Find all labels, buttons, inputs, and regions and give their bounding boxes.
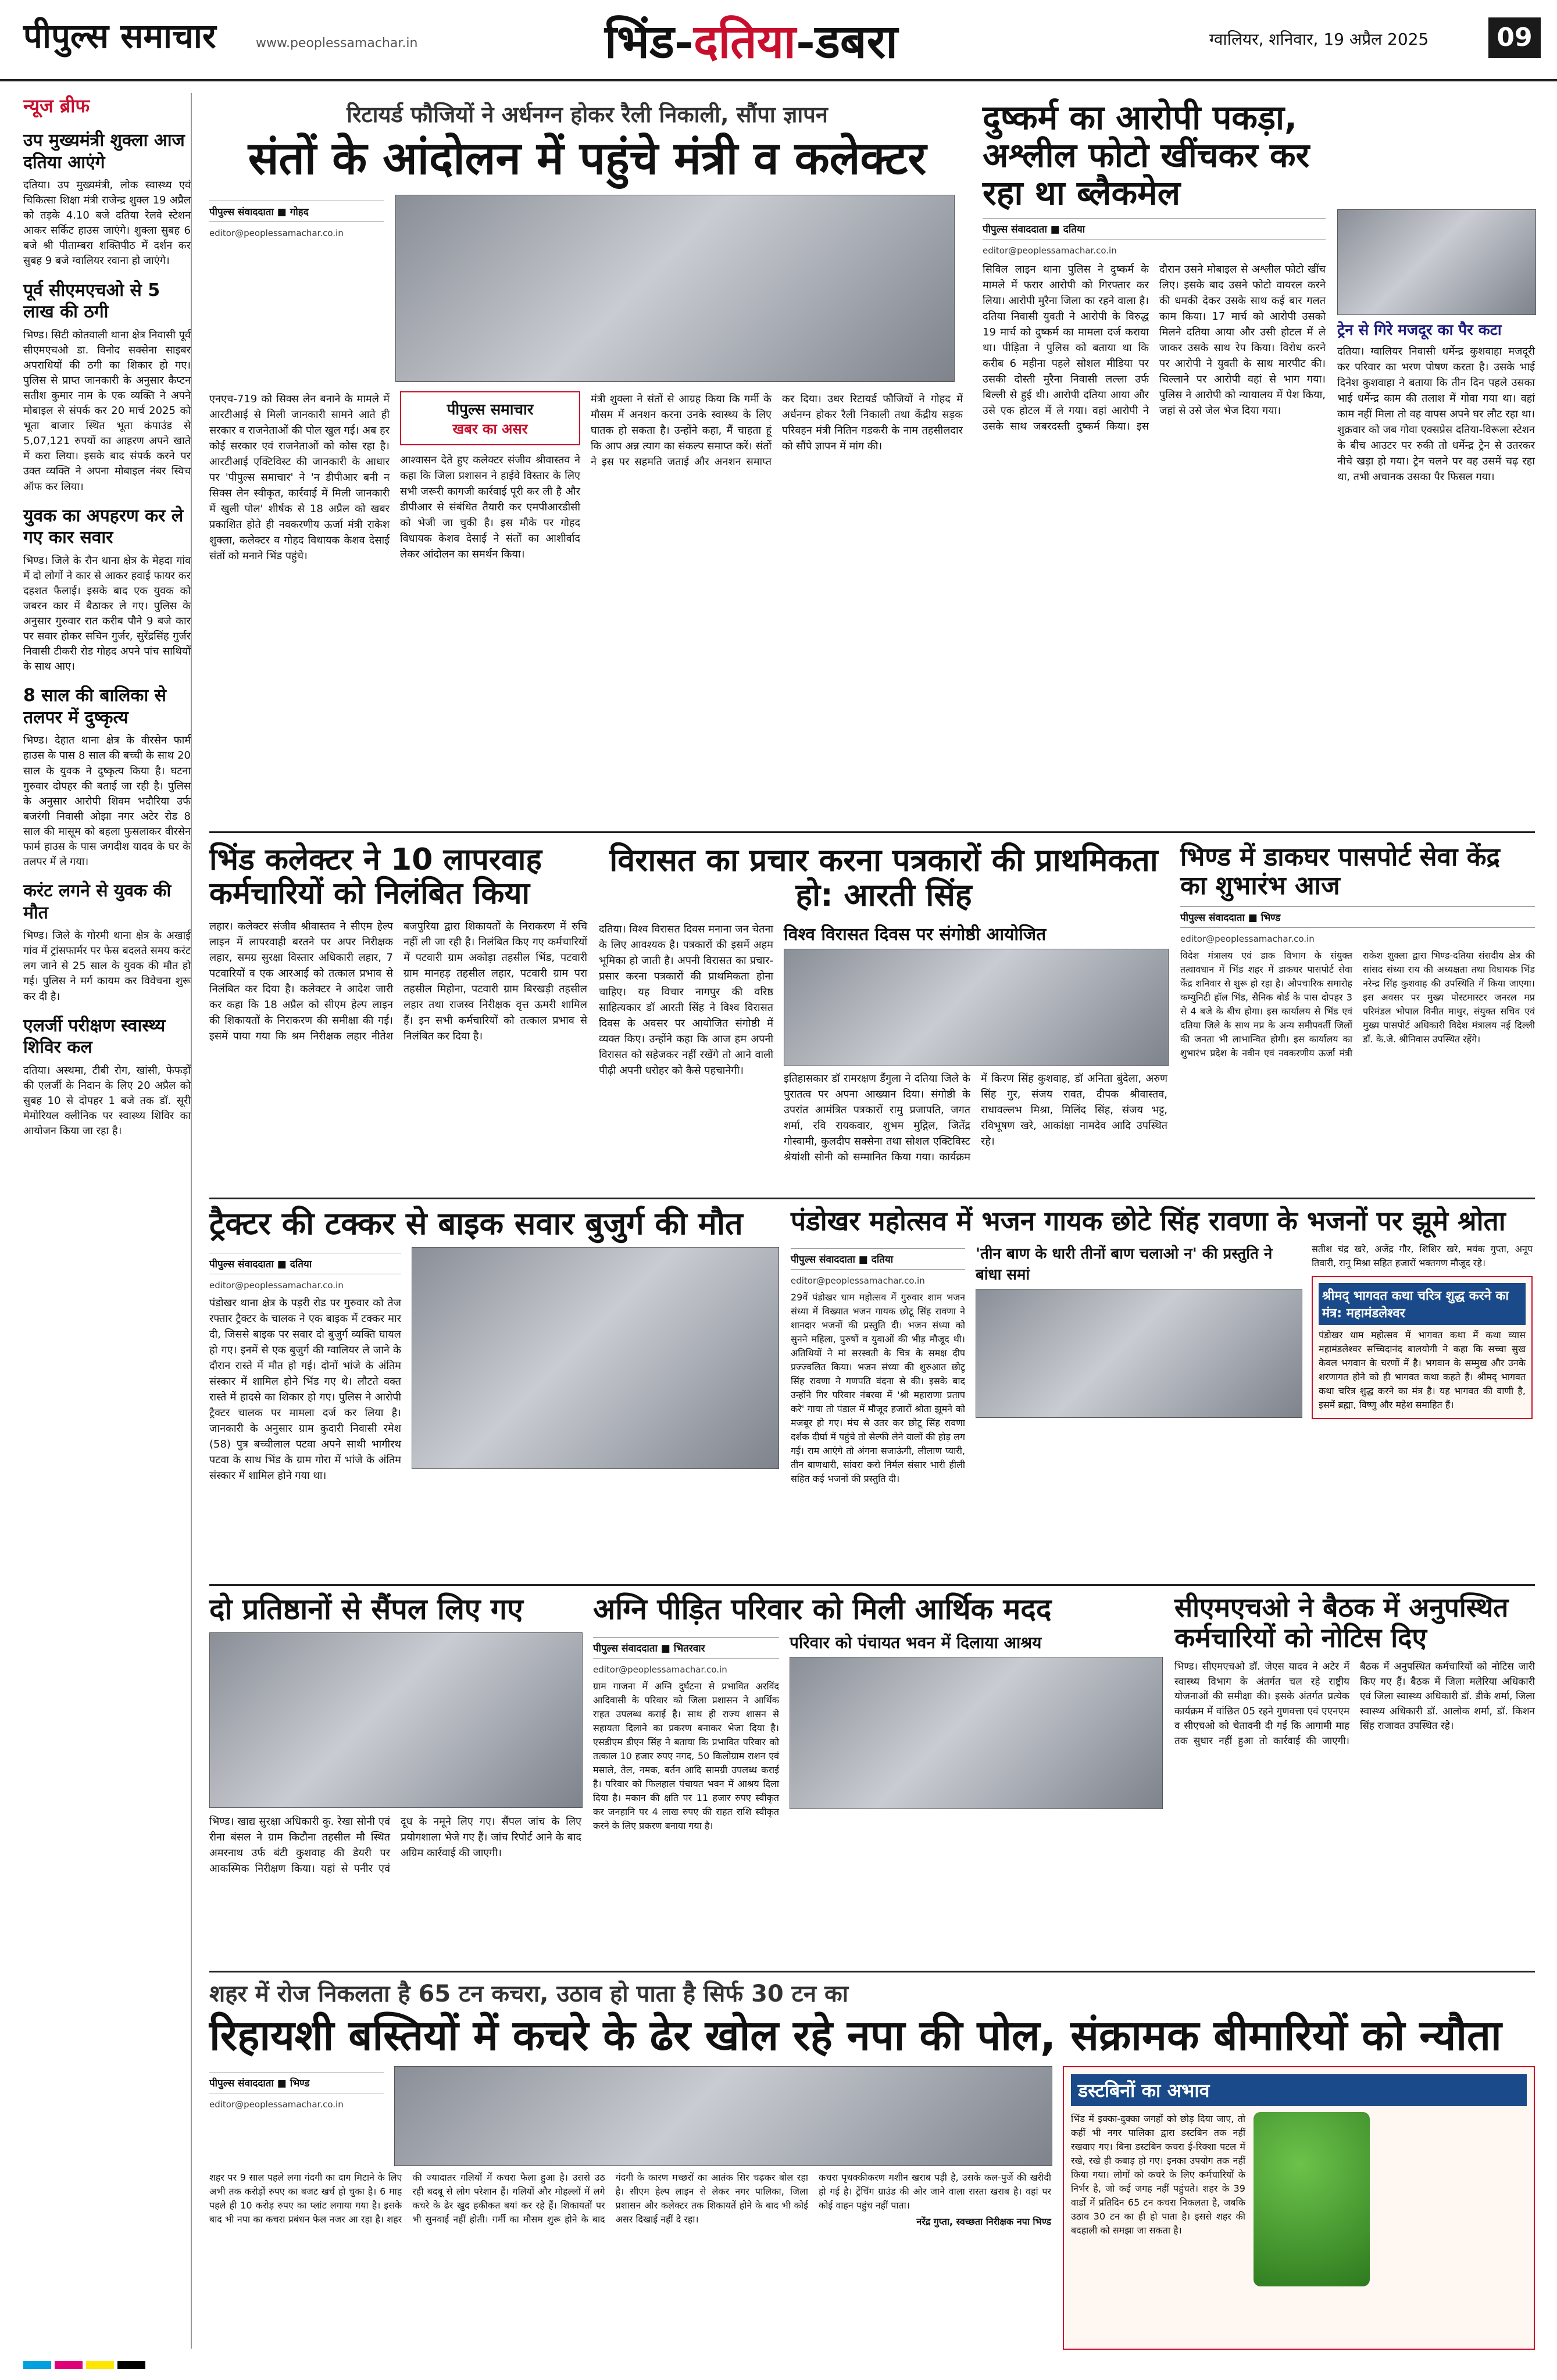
story-kicker: रिटायर्ड फौजियों ने अर्धनग्न होकर रैली निकाली, सौंपा ज्ञापन — [347, 102, 828, 127]
byline-email[interactable]: editor@peoplessamachar.co.in — [209, 2099, 344, 2110]
story-saints-protest — [209, 99, 965, 826]
stamp-tag: खबर का असर — [452, 421, 528, 438]
official-quote: कचरा पृथक्कीकरण मशीन खराब पड़ी है, उसके कल-पुर्जे की खरीदी हो गई है। ट्रेंचिंग ग्राउंड की ओर जाने वाला रास्ता खराब है। वहां पर कोई वाहन पहुंच नहीं पाता। — [819, 2171, 1051, 2211]
byline-email[interactable]: editor@peoplessamachar.co.in — [791, 1275, 925, 1286]
dustbin-icon — [1254, 2112, 1370, 2286]
photo-garbage-street — [394, 2066, 1052, 2166]
story-body: लहार। कलेक्टर संजीव श्रीवास्तव ने सीएम हेल्प लाइन में लापरवाही बरतने पर अपर निरीक्षक लहार, समग्र सुरक्षा विस्तार अधिकारी लहार, 7 पटवारियों व एक आरआई को तत्काल प्रभाव से निलंबित कर दिया है। कलेक्टर ने आदेश जारी कर कहा कि 18 अप्रैल को सीएम हेल्प लाइन की शिकायतों के निराकरण की समीक्षा की गई। इसमें पाया गया कि श्रम निरीक्षक लहार नीतेश बजपुरिया द्वारा शिकायतों के निराकरण में रुचि नहीं ली जा रही है। निलंबित किए गए कर्मचारियों में पटवारी ग्राम अकोड़ा तहसील भिंड, पटवारी ग्राम मानहड़ तहसील लहार, पटवारी ग्राम परा तहसील मिहोना, पटवारी ग्राम बिरखड़ी तहसील लहार तथा राजस्व निरीक्षक वृत्त ऊमरी शामिल हैं। इन सभी कर्मचारियों को तत्काल प्रभाव से निलंबित कर दिया है। — [209, 920, 587, 1043]
photo-heritage-seminar — [784, 949, 1169, 1066]
story-headline: रिहायशी बस्तियों में कचरे के ढेर खोल रहे नपा की पोल, संक्रामक बीमारियों को न्यौता — [209, 2011, 1502, 2060]
story-cmho-notice — [1174, 1593, 1535, 1965]
story-food-samples — [209, 1593, 581, 1965]
byline: पीपुल्स संवाददाता ■ भितरवार — [593, 1637, 779, 1659]
brief-text: भिण्ड। देहात थाना क्षेत्र के वीरसेन फार्म हाउस के पास 8 साल की बच्ची के साथ 20 साल के युवक ने दुष्कृत्य किया है। घटना गुरुवार दोपहर की बताई जा रही है। पुलिस के अनुसार आरोपी शिवम भदौरिया उर्फ बजरंगी निवासी ओझा नगर अटेर रोड 8 साल की मासूम को बहला फुसलाकर वीरसेन फार्म हाउस के पास जगदीश यादव के घर के तलपर में ले गया। — [23, 734, 191, 869]
brief-title: उप मुख्यमंत्री शुक्ला आज दतिया आएंगे — [23, 130, 185, 173]
story-body: विदेश मंत्रालय एवं डाक विभाग के संयुक्त तत्वावधान में भिंड शहर में डाकघर पासपोर्ट सेवा केंद्र शनिवार से शुरू हो रहा है। औपचारिक समारोह कम्युनिटी हॉल भिंड, सैनिक बोर्ड के पास दोपहर 3 से 4 बजे के बीच होगा। इस कार्यालय से भिंड एवं दतिया जिले के साथ मप्र के अन्य समीपवर्ती जिलों की जनता भी लाभान्वित होगी। इस कार्यालय का शुभारंभ प्रदेश के नवीन एवं नवकरणीय ऊर्जा मंत्री राकेश शुक्ला द्वारा भिण्ड-दतिया संसदीय क्षेत्र की सांसद संध्या राय की अध्यक्षता तथा विधायक भिंड नरेन्द्र सिंह कुशवाह की उपस्थिति में किया जाएगा। इस अवसर पर मुख्य पोस्टमास्टर जनरल मप्र परिमंडल भोपाल विनीत माथुर, संयुक्त सचिव एवं मुख्य पासपोर्ट अधिकारी विदेश मंत्रालय नई दिल्ली डॉ. के.जे. श्रीनिवास उपस्थित रहेंगे। — [1180, 949, 1535, 1059]
byline-email[interactable]: editor@peoplessamachar.co.in — [209, 228, 344, 239]
story-headline: अग्नि पीड़ित परिवार को मिली आर्थिक मदद — [593, 1592, 1052, 1626]
brief-item — [23, 1015, 191, 1139]
section-title: भिंड-दतिया-डबरा — [605, 14, 898, 69]
color-registration-bar — [23, 2360, 372, 2372]
byline-email[interactable]: editor@peoplessamachar.co.in — [593, 1664, 727, 1675]
stamp-brand: पीपुल्स समाचार — [447, 401, 534, 419]
box-title: श्रीमद् भागवत कथा चरित्र शुद्ध करने का मंत्र: महामंडलेश्वर — [1319, 1283, 1526, 1325]
byline: पीपुल्स संवाददाता ■ गोहद — [209, 201, 384, 222]
story-fire-victims — [593, 1593, 1163, 1965]
brief-item — [23, 880, 191, 1004]
brief-title: करंट लगने से युवक की मौत — [23, 881, 172, 923]
story-headline: दुष्कर्म का आरोपी पकड़ा, अश्लील फोटो खींचकर कर रहा था ब्लैकमेल — [983, 98, 1310, 213]
byline-email[interactable]: editor@peoplessamachar.co.in — [1180, 933, 1315, 944]
brief-text: भिण्ड। जिले के गोरमी थाना क्षेत्र के अखाई गांव में ट्रांसफार्मर पर फेस बदलते समय करंट लग जाने से 25 साल के युवक की मौत हो गई। पुलिस ने मर्ग कायम कर विवेचना शुरू कर दी है। — [23, 930, 191, 1003]
brief-title: एलर्जी परीक्षण स्वास्थ्य शिविर कल — [23, 1015, 166, 1058]
quote-attribution: नरेंद्र गुप्ता, स्वच्छता निरीक्षक नपा भिण्ड — [916, 2215, 1051, 2227]
dustbin-shortage-box — [1063, 2066, 1535, 2350]
story-headline: सीएमएचओ ने बैठक में अनुपस्थित कर्मचारियों को नोटिस दिए — [1174, 1592, 1509, 1653]
story-body: भिण्ड। सीएमएचओ डॉ. जेएस यादव ने अटेर में स्वास्थ्य विभाग के अंतर्गत चल रहे राष्ट्रीय योजनाओं की समीक्षा की। इसके अंतर्गत प्रत्येक कार्यक्रम में वांछित 05 रहने गुणवत्ता एवं एएनएम व सीएचओ को चेतावनी दी गई कि आगामी माह तक सुधार नहीं हुआ तो कार्रवाई की जाएगी। बैठक में अनुपस्थित कर्मचारियों को नोटिस जारी किए गए हैं। बैठक में जिला मलेरिया अधिकारी एवं जिला स्वास्थ्य अधिकारी डॉ. डीके शर्मा, जिला स्वास्थ्य अधिकारी डॉ. आलोक शर्मा, डॉ. किशन सिंह राजावत उपस्थित रहे। — [1174, 1661, 1535, 1747]
brief-text: दतिया। अस्थमा, टीबी रोग, खांसी, फेफड़ों की एलर्जी के निदान के लिए 20 अप्रैल को सुबह 10 से दोपहर 1 बजे तक डॉ. सूरी मेमोरियल क्लीनिक पर स्वास्थ्य शिविर का आयोजन किया जा रहा है। — [23, 1064, 191, 1138]
photo-train-accident — [1337, 209, 1536, 315]
byline: पीपुल्स संवाददाता ■ दतिया — [209, 1253, 401, 1274]
story-headline: विरासत का प्रचार करना पत्रकारों की प्राथमिकता हो: आरती सिंह — [609, 842, 1158, 914]
newspaper-logo: पीपुल्स समाचार — [23, 16, 216, 56]
byline: पीपुल्स संवाददाता ■ भिण्ड — [209, 2072, 384, 2093]
photo-saints-minister — [395, 195, 955, 382]
box-text: भिंड में इक्का-दुक्का जगहों को छोड़ दिया जाए, तो कहीं भी नगर पालिका द्वारा डस्टबिन तक नहीं रखवाए गए। बिना डस्टबिन कचरा ई-रिक्शा पटल में रखे, रखे ही कबाड़ हो गए। इनका उपयोग तक नहीं किया गया। लोगों को कचरे के लिए कर्मचारियों के निर्भर है, जो कई जगह नहीं पहुंचते। शहर के 39 वार्डों में प्रतिदिन 65 टन कचरा निकलता है, जबकि उठाव 30 टन का ही हो पाता है। इससे शहर की बदहाली को समझा जा सकता है। — [1071, 2113, 1245, 2236]
brief-text: भिण्ड। सिटी कोतवाली थाना क्षेत्र निवासी पूर्व सीएमएचओ डा. विनोद सक्सेना साइबर अपराधियों की ठगी का शिकार हो गए। पुलिस से प्राप्त जानकारी के अनुसार कैप्टन सतीश कुमार नाम के एक व्यक्ति ने अपने मोबाइल से संपर्क कर 20 मार्च 2025 को भूता बाजार स्थित भूता कंपाउंड से 5,07,121 रुपयों का आहरण अपने खाते में करा लिया। इसके बाद संपर्क करने पर उक्त व्यक्ति ने अपना मोबाइल नंबर स्विच ऑफ कर लिया। — [23, 328, 191, 493]
byline: पीपुल्स संवाददाता ■ दतिया — [983, 218, 1326, 240]
brief-text: भिण्ड। जिले के रौन थाना क्षेत्र के मेहदा गांव में दो लोगों ने कार से आकर हवाई फायर कर दहशत फैलाई। इसके बाद एक युवक को जबरन कार में बैठाकर ले गए। पुलिस के अनुसार गुरुवार रात करीब पौने 9 बजे कार पर सवार होकर सचिन गुर्जर, सुरेंद्रसिंह गुर्जर निवासी टीकरी रोड गोहद अपने पांच साथियों के साथ आए। — [23, 554, 191, 673]
byline: पीपुल्स संवाददाता ■ भिण्ड — [1180, 906, 1535, 928]
story-headline: संतों के आंदोलन में पहुंचे मंत्री व कलेक्टर — [248, 133, 927, 185]
story-tractor-accident — [209, 1206, 779, 1578]
brief-title: 8 साल की बालिका से तलपर में दुष्कृत्य — [23, 685, 166, 728]
story-headline: दो प्रतिष्ठानों से सैंपल लिए गए — [209, 1592, 523, 1626]
story-body: आश्वासन देते हुए कलेक्टर संजीव श्रीवास्तव ने कहा कि जिला प्रशासन ने हाईवे विस्तार के लिए सभी जरूरी कागजी कार्रवाई पूरी कर ली है और डीपीआर से संबंधित तैयारी कर एमपीआरडीसी को भेजी जा चुकी है। इस मौके पर गोहद विधायक केशव देसाई ने संतों का आशीर्वाद लेकर आंदोलन का समर्थन किया। — [400, 454, 580, 561]
impact-stamp — [400, 391, 580, 445]
photo-family-shelter — [790, 1657, 1163, 1809]
page-number: 09 — [1488, 17, 1541, 58]
story-body: भिण्ड। खाद्य सुरक्षा अधिकारी कु. रेखा सोनी एवं रीना बंसल ने ग्राम किटौना तहसील मौ स्थित अमरनाथ उर्फ बंटी कुशवाह की डेयरी पर आकस्मिक निरीक्षण किया। यहां से पनीर एवं दूध के नमूने लिए गए। सैंपल जांच के लिए प्रयोगशाला भेजे गए हैं। जांच रिपोर्ट आने के बाद अग्रिम कार्रवाई की जाएगी। — [209, 1816, 581, 1875]
box-text: पंडोखर धाम महोत्सव में भागवत कथा में कथा व्यास महामंडलेश्वर सच्चिदानंद बालयोगी ने कहा कि सच्चा सुख केवल भगवान के चरणों में है। भगवान के सम्मुख और उनके शरणागत होने को ही भागवत कथा कहते हैं। श्रीमद् भागवत कथा चरित्र शुद्ध करने का मंत्र है। यह भागवत की वाणी है, इसमें ब्रह्मा, विष्णु और महेश समाहित हैं। — [1319, 1329, 1526, 1410]
box-title: डस्टबिनों का अभाव — [1071, 2074, 1527, 2106]
photo-injured-victim — [412, 1247, 779, 1469]
byline: पीपुल्स संवाददाता ■ दतिया — [791, 1248, 965, 1270]
news-brief-column — [23, 93, 192, 2349]
story-kicker: शहर में रोज निकलता है 65 टन कचरा, उठाव हो पाता है सिर्फ 30 टन का — [209, 1981, 849, 2007]
story-headline: पंडोखर महोत्सव में भजन गायक छोटे सिंह रावणा के भजनों पर झूमे श्रोता — [791, 1205, 1506, 1237]
story-body: मंत्री शुक्ला ने संतों से आग्रह किया कि गर्मी के मौसम में अनशन करना उनके स्वास्थ्य के लिए घातक हो सकता है। उन्होंने कहा, मैं चाहता हूं कि आप अन्न त्याग का संकल्प समाप्त करें। संतों ने इस पर सहमति जताई और अनशन समाप्त कर दिया। उधर रिटायर्ड फौजियों ने गोहद में अर्धनग्न होकर रैली निकाली तथा केंद्रीय सड़क परिवहन मंत्री नितिन गडकरी के नाम तहसीलदार को सौंपे ज्ञापन में मांग की। — [591, 393, 963, 469]
story-body: 29वें पंडोखर धाम महोत्सव में गुरुवार शाम भजन संध्या में विख्यात भजन गायक छोटू सिंह रावणा ने शानदार भजनों की प्रस्तुति दी। भजन संध्या को सुनने महिला, पुरुषों व युवाओं की भीड़ मौजूद थी। अतिथियों ने मां सरस्वती के चित्र के समक्ष दीप प्रज्ज्वलित किया। भजन संध्या की शुरुआत छोटू सिंह रावणा ने गणपति वंदना से की। इसके बाद उन्होंने गिर परिवार नंबरवा में 'श्री महाराणा प्रताप करे' गाया तो पंडाल में मौजूद हजारों श्रोता झूमने को मजबूर हो गए। मंच से उतर कर छोटू सिंह रावणा दर्शक दीर्घा में पहुंचे तो सेल्फी लेने वालों की होड़ लग गई। राम आएंगे तो अंगना सजाऊंगी, लीलाण प्यारी, तीन बाणधारी, सांवरा करो निर्मल संसार भारी हीली सहित कई भजनों की प्रस्तुति दी। — [791, 1291, 965, 1484]
story-pandokhar-festival — [791, 1206, 1535, 1578]
story-body: सिविल लाइन थाना पुलिस ने दुष्कर्म के मामले में फरार आरोपी को गिरफ्तार कर लिया। आरोपी मुरैना जिला का रहने वाला है। दतिया निवासी युवती ने आरोपी के विरुद्ध 19 मार्च को दुष्कर्म का मामला दर्ज कराया था। पीड़िता ने पुलिस को बताया था कि करीब 6 महीना पहले सोशल मीडिया पर उसकी दोस्ती मुरैना निवासी लल्ला उर्फ बिल्ली से हुई थी। आरोपी दतिया आया और उसे एक होटल में ले गया। वहां आरोपी ने उसके साथ जबरदस्ती दुष्कर्म किया। इस दौरान उसने मोबाइल से अश्लील फोटो खींच लिए। इसके बाद उसने फोटो वायरल करने की धमकी देकर उसके साथ कई बार गलत काम किया। 17 मार्च को आरोपी उसको मिलने दतिया आया और उसी होटल में ले जाकर उसके साथ रेप किया। विरोध करने पर आरोपी ने युवती के साथ मारपीट की। चिल्लाने पर आरोपी वहां से भाग गया। पुलिस ने आरोपी को न्यायालय में पेश किया, जहां से उसे जेल भेज दिया गया। — [983, 263, 1326, 433]
brief-text: दतिया। उप मुख्यमंत्री, लोक स्वास्थ्य एवं चिकित्सा शिक्षा मंत्री राजेन्द्र शुक्ल 19 अप्रैल को तड़के 4.10 बजे दतिया रेलवे स्टेशन आकर सर्किट हाउस जाएंगे। शुक्ला सुबह 6 बजे श्री पीताम्बरा शक्तिपीठ में दर्शन कर सुबह 9 बजे ग्वालियर रवाना हो जाएंगे। — [23, 179, 191, 267]
divider — [209, 1971, 1535, 1972]
story-headline: भिण्ड में डाकघर पासपोर्ट सेवा केंद्र का शुभारंभ आज — [1180, 842, 1500, 901]
story-body: ग्राम गाजना में अग्नि दुर्घटना से प्रभावित अरविंद आदिवासी के परिवार को जिला प्रशासन ने आर्थिक राहत उपलब्ध कराई है। साथ ही राज्य शासन से सहायता दिलाने का प्रकरण बनाकर भेजा दिया है। एसडीएम डीएन सिंह ने बताया कि प्रभावित परिवार को तत्काल 10 हजार रुपए नगद, 50 किलोग्राम राशन एवं मसाले, तेल, नमक, बर्तन आदि सामग्री उपलब्ध कराई है। परिवार को फिलहाल पंचायत भवन में आश्रय दिला दिया है। मकान की क्षति पर 11 हजार रुपए स्वीकृत कर जनहानि पर 4 लाख रुपए की राहत राशि स्वीकृत करने के लिए प्रकरण बनाया गया है। — [593, 1681, 779, 1831]
story-passport-centre — [1180, 843, 1535, 1192]
bhagwat-katha-box — [1312, 1276, 1533, 1419]
byline-email[interactable]: editor@peoplessamachar.co.in — [983, 245, 1117, 256]
story-body: शहर पर 9 साल पहले लगा गंदगी का दाग मिटाने के लिए अभी तक करोड़ों रुपए का बजट खर्च हो चुका है। 6 माह पहले ही 10 करोड़ रुपए का प्लांट लगाया गया है। इसके बाद भी नपा का कचरा प्रबंधन फेल नजर आ रहा है। शहर की ज्यादातर गलियों में कचरा फैला हुआ है। उससे उठ रही बदबू से लोग परेशान हैं। गलियों और मोहल्लों में लगे कचरे के ढेर खुद हकीकत बयां कर रहे हैं। शिकायतों पर भी सुनवाई नहीं होती। गर्मी का मौसम शुरू होने के बाद गंदगी के कारण मच्छरों का आतंक सिर चढ़कर बोल रहा है। सीएम हेल्प लाइन से लेकर नगर पालिका, जिला प्रशासन और कलेक्टर तक शिकायतें होने के बाद भी कोई असर दिखाई नहीं दे रहा। — [209, 2171, 808, 2225]
divider — [209, 831, 1535, 833]
photo-caption: विश्व विरासत दिवस पर संगोष्ठी आयोजित — [784, 924, 1047, 945]
brief-item — [23, 130, 191, 269]
news-brief-heading: न्यूज ब्रीफ — [23, 95, 90, 117]
story-rape-accused — [983, 99, 1326, 826]
story-collector-suspends — [209, 843, 587, 1192]
story-body: पंडोखर थाना क्षेत्र के पड़री रोड पर गुरुवार को तेज रफ्तार ट्रैक्टर के चालक ने एक बाइक में टक्कर मार दी, जिससे बाइक पर सवार दो बुजुर्ग व्यक्ति घायल हो गए। इनमें से एक बुजुर्ग की ग्वालियर ले जाने के दौरान रास्ते में मौत हो गई। दोनों भांजे के अंतिम संस्कार में शामिल होने भिंड गए थे। लौटते वक्त रास्ते में हादसे का शिकार हो गए। पुलिस ने आरोपी ट्रैक्टर चालक पर मामला दर्ज कर लिया है। जानकारी के अनुसार ग्राम कुदारी निवासी रमेश (58) पुत्र बच्चीलाल पटवा अपने साथी भागीरथ पटवा के साथ भिंड के ग्राम गोरा में भांजे के अंतिम संस्कार में शामिल होने गया था। — [209, 1297, 401, 1482]
divider — [209, 1584, 1535, 1586]
story-headline: ट्रैक्टर की टक्कर से बाइक सवार बुजुर्ग की मौत — [209, 1205, 743, 1242]
story-body: एनएच-719 को सिक्स लेन बनाने के मामले में आरटीआई से मिली जानकारी सामने आते ही सरकार व राजनेताओं की पोल खुल गई। अब हर कोई सरकार एवं राजनेताओं को कोस रहा है। आरटीआई एक्टिविस्ट की जानकारी के आधार पर 'पीपुल्स समाचार' ने 'न डीपीआर बनी न सिक्स लेन स्वीकृत, कार्रवाई में मिली जानकारी में खुली पोल' शीर्षक से 18 अप्रैल को खबर प्रकाशित होते ही नवकरणीय ऊर्जा मंत्री राकेश शुक्ला, कलेक्टर व गोहद विधायक केशव देसाई संतों को मनाने भिंड पहुंचे। — [209, 393, 390, 563]
story-body: दतिया। ग्वालियर निवासी धर्मेन्द्र कुशवाहा मजदूरी कर परिवार का भरण पोषण करता है। उसके भाई दिनेश कुशवाहा ने बताया कि तीन दिन पहले उसका भाई धर्मेन्द्र काम की तलाश में गोवा गया था। वहां काम नहीं मिला तो वह वापस अपने घर लौट रहा था। शुक्रवार को जब गोवा एक्सप्रेस दतिया-विरूला स्टेशन के बीच आउटर पर रुकी तो धर्मेन्द्र ट्रेन से उतरकर नीचे खड़ा हो गया। ट्रेन चलने पर वह उसमें चढ़ रहा था, तभी अचानक उसका पैर फिसल गया। — [1337, 345, 1535, 484]
story-garbage-heaps — [209, 1977, 1535, 2337]
brief-item — [23, 685, 191, 870]
brief-item — [23, 280, 191, 495]
photo-food-inspection — [209, 1632, 583, 1808]
brief-title: युवक का अपहरण कर ले गए कार सवार — [23, 505, 184, 548]
divider — [209, 1198, 1535, 1199]
photo-caption: परिवार को पंचायत भवन में दिलाया आश्रय — [790, 1633, 1042, 1652]
story-train-accident — [1337, 209, 1535, 826]
website-url[interactable]: www.peoplessamachar.in — [256, 36, 418, 51]
story-body: दतिया। विश्व विरासत दिवस मनाना जन चेतना के लिए आवश्यक है। पत्रकारों की इसमें अहम भूमिका हो जाती है। अपनी विरासत का प्रचार-प्रसार करना पत्रकारों की प्राथमिकता होना चाहिए। यह विचार नागपुर की वरिष्ठ साहित्यकार डॉ आरती सिंह ने विश्व विरासत दिवस के अवसर पर आयोजित संगोष्ठी में व्यक्त किए। उन्होंने कहा कि आज हम अपनी विरासत को सहेजकर नहीं रखेंगे तो आने वाली पीढ़ी अपनी धरोहर को कैसे पहचानेगी। — [599, 923, 773, 1077]
byline-email[interactable]: editor@peoplessamachar.co.in — [209, 1280, 344, 1291]
brief-item — [23, 505, 191, 675]
story-headline: भिंड कलेक्टर ने 10 लापरवाह कर्मचारियों को निलंबित किया — [209, 842, 542, 912]
story-subheadline: 'तीन बाण के धारी तीनों बाण चलाओ न' की प्रस्तुति ने बांधा समां — [976, 1245, 1273, 1284]
story-body: इतिहासकार डॉ रामरक्षण डैंगुला ने दतिया जिले के पुरातत्व पर अपना आख्यान दिया। संगोष्ठी के उपरांत आमंत्रित पत्रकारों रामु प्रजापति, जगत शर्मा, रवि रायकवार, शुभम मुद्गिल, जितेंद्र गोस्वामी, कुलदीप सक्सेना तथा सोशल एक्टिविस्ट श्रेयांशी सोनी को सम्मानित किया गया। कार्यक्रम में किरण सिंह कुशवाह, डॉ अनिता बुंदेला, अरुण सिंह गुर, संजय रावत, दीपक श्रीवास्तव, राधावल्लभ मिश्रा, मिलिंद सिंह, संजय भट्ट, रविभूषण खरे, आकांक्षा नामदेव आदि उपस्थित रहे। — [784, 1072, 1167, 1163]
brief-title: पूर्व सीएमएचओ से 5 लाख की ठगी — [23, 280, 160, 323]
photo-bhajan-singer — [976, 1289, 1302, 1418]
story-body: सतीश चंद्र खरे, अजेंद्र गौर, शिशिर खरे, मयंक गुप्ता, अनूप तिवारी, रानू मिश्रा सहित हजारों भक्तगण मौजूद रहे। — [1312, 1243, 1533, 1268]
story-headline: ट्रेन से गिरे मजदूर का पैर कटा — [1337, 321, 1502, 339]
story-heritage-day — [599, 843, 1169, 1192]
dateline: ग्वालियर, शनिवार, 19 अप्रैल 2025 — [1209, 30, 1429, 49]
